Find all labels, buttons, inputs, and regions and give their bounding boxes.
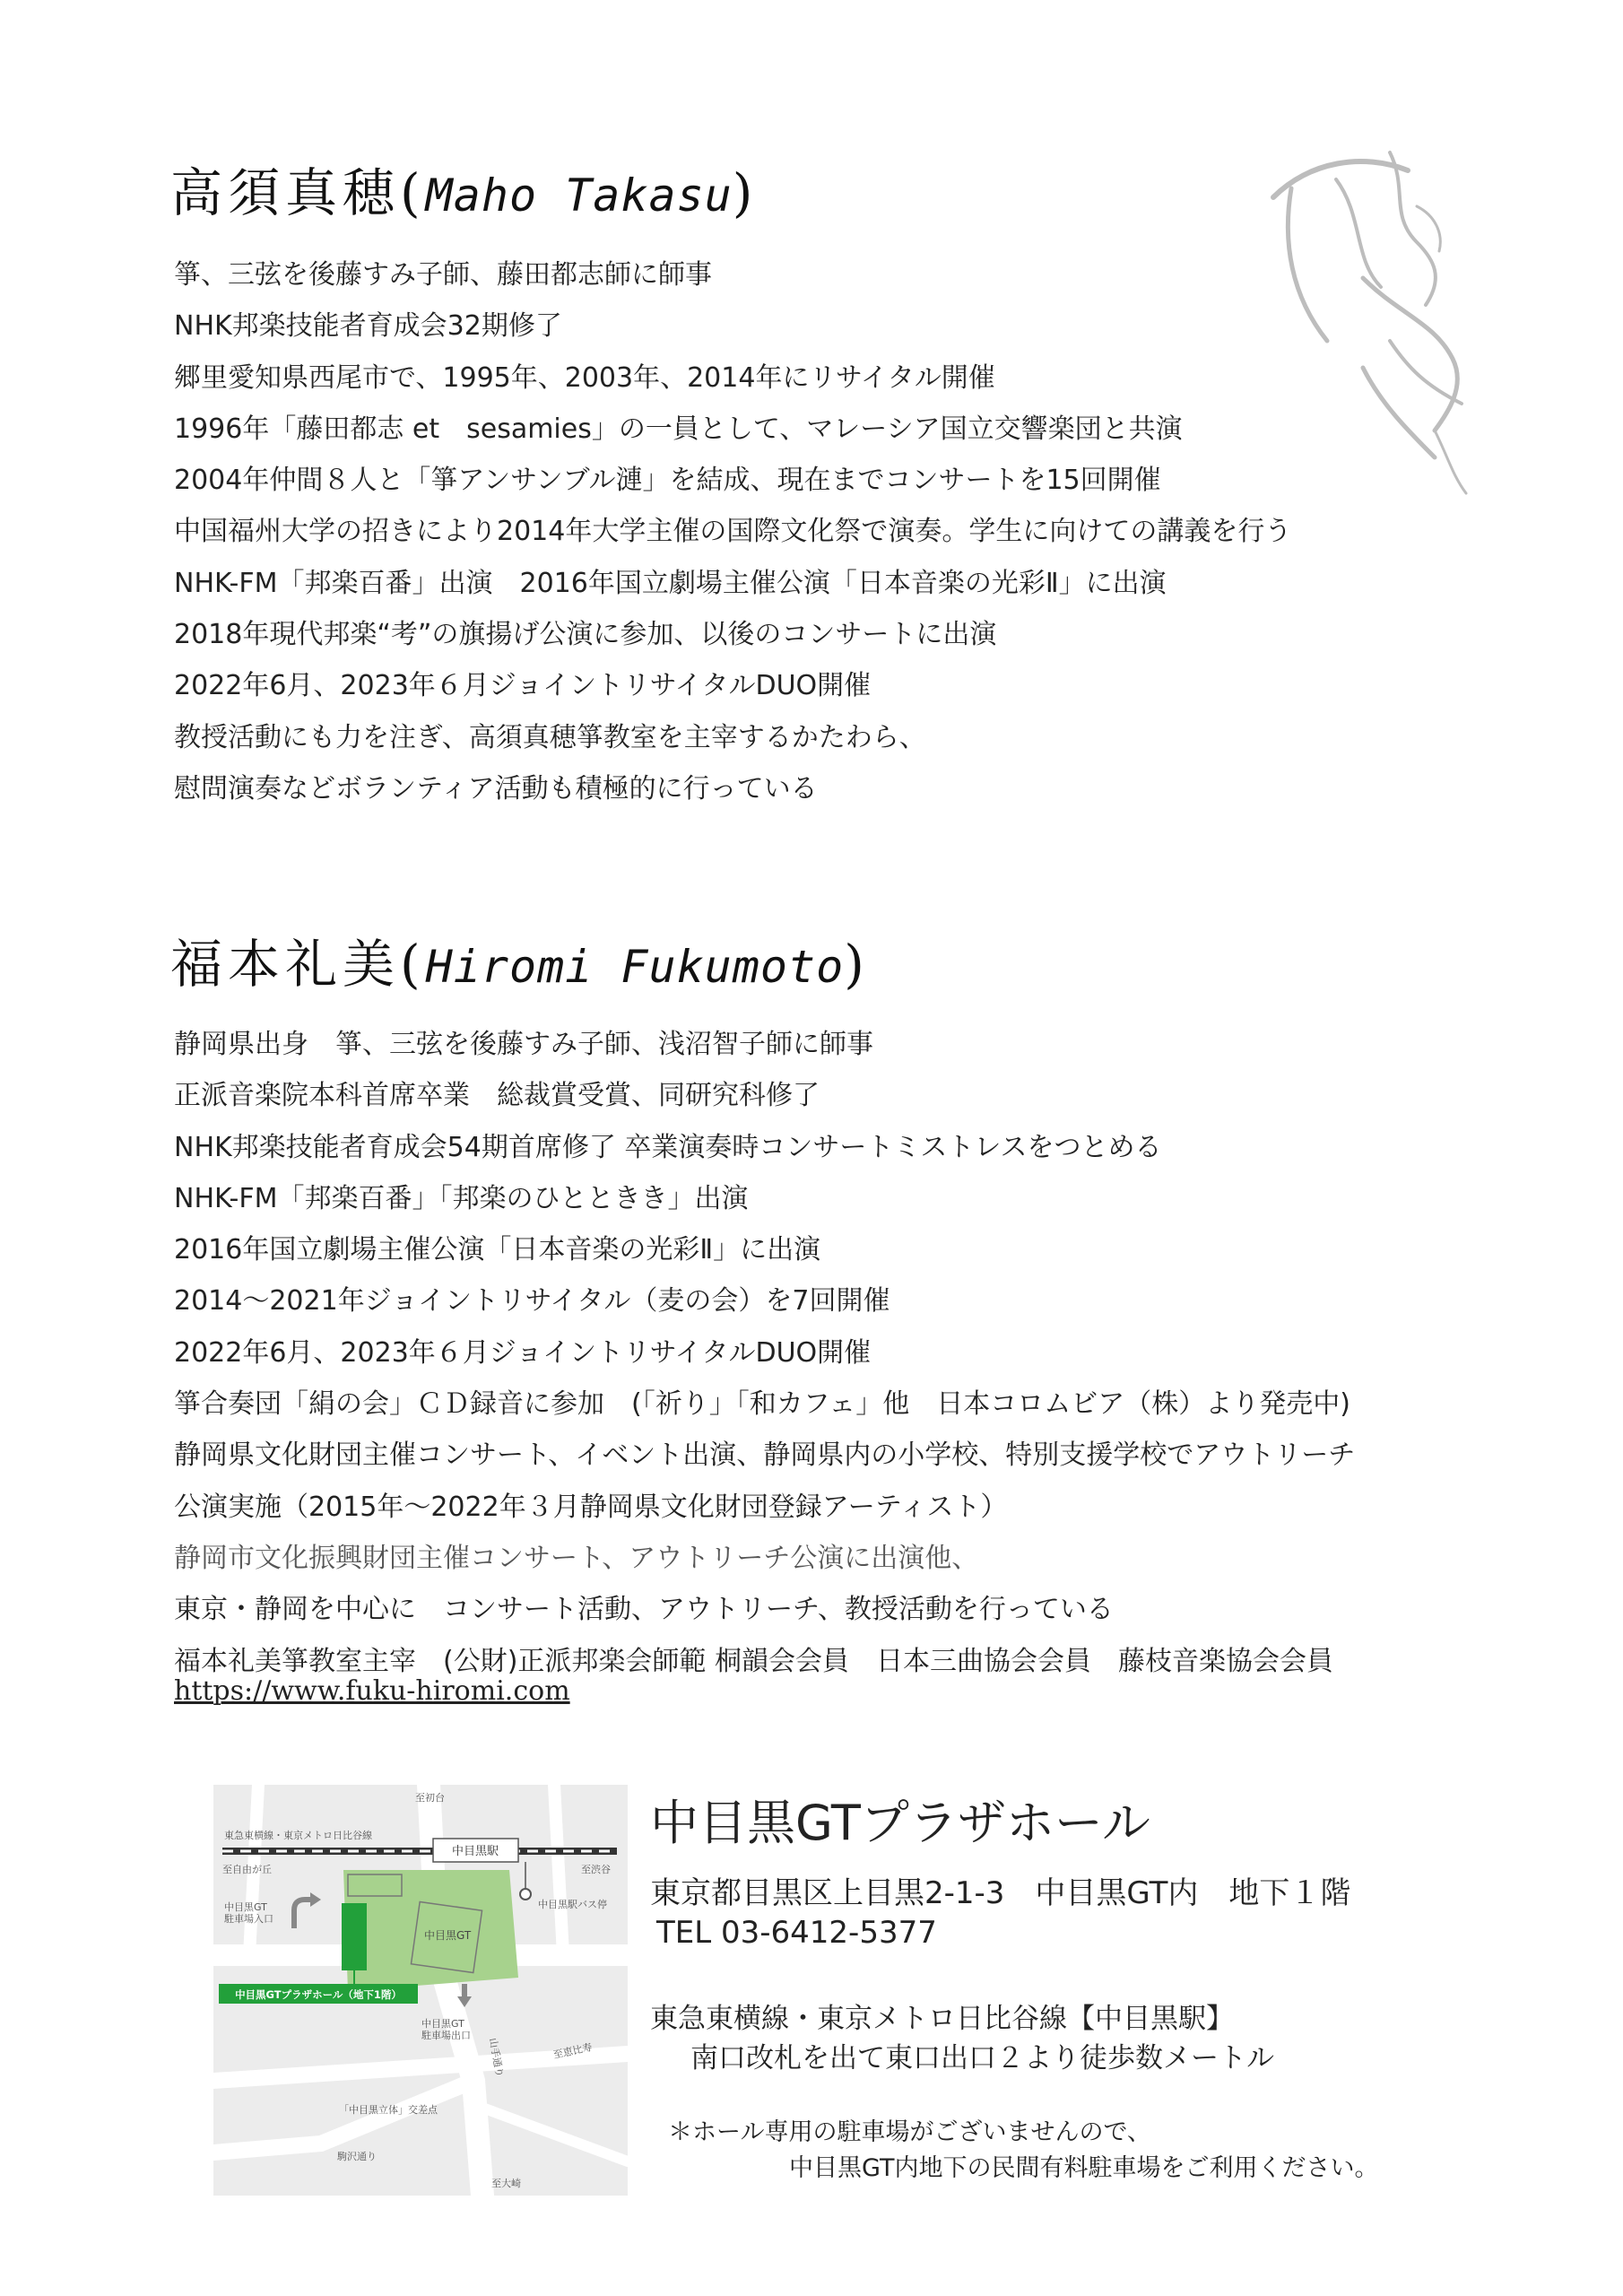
map-label-station: 中目黒駅 [451,1845,499,1858]
profile2-name-jp: 福本礼美 [170,934,401,995]
venue-address: 東京都目黒区上目黒2-1-3 中目黒GT内 地下１階 [650,1875,1351,1911]
bio-line: 1996年「藤田都志 et sesamies」の一員として、マレーシア国立交響楽団と共演 [174,413,1183,445]
railway-line [222,1848,617,1855]
map-label-to-hatsudai: 至初台 [415,1792,445,1804]
website-link[interactable]: https://www.fuku-hiromi.com [174,1675,570,1707]
venue-access-line: 東急東横線・東京メトロ日比谷線【中目黒駅】 [650,2003,1234,2035]
hall-building [342,1903,367,1970]
map-label-yamate: 山手通り [487,2037,506,2078]
bio-line: 2016年国立劇場主催公演「日本音楽の光彩Ⅱ」に出演 [174,1234,821,1266]
map-label-to-ebisu: 至恵比寿 [551,2041,594,2061]
profile1-paren-close: ) [732,162,759,223]
bio-line: 正派音楽院本科首席卒業 総裁賞受賞、同研究科修了 [174,1080,820,1112]
map-label-to-jiyugaoka: 至自由が丘 [222,1864,272,1875]
profile1-name-jp: 高須真穂 [170,162,401,223]
profile2-bio [174,1019,1355,1687]
bio-line: 慰問演奏などボランティア活動も積極的に行っている [174,772,818,804]
profile2-paren-open: ( [400,934,426,995]
profile1-paren-open: ( [400,162,426,223]
parking-note-1: ＊ホール専用の駐車場がございませんので、 [668,2118,1151,2146]
bio-line: 静岡市文化振興財団主催コンサート、アウトリーチ公演に出演他、 [174,1542,979,1574]
bio-line: NHK-FM「邦楽百番」「邦楽のひとときき」出演 [174,1182,749,1214]
map-label-komazawa: 駒沢通り [337,2151,377,2162]
profile1-bio [174,249,1291,814]
profile1-title [170,151,758,226]
profile1-name-en: Maho Takasu [425,170,733,222]
venue-name: 中目黒GTプラザホール [650,1795,1150,1851]
bio-line: 箏、三弦を後藤すみ子師、藤田都志師に師事 [174,259,712,291]
bio-line: NHK-FM「邦楽百番」出演 2016年国立劇場主催公演「日本音楽の光彩Ⅱ」に出演 [174,567,1167,599]
calligraphy-signature [1255,135,1488,511]
bio-line: 福本礼美箏教室主宰 (公財)正派邦楽会師範 桐韻会会員 日本三曲協会会員 藤枝音楽協会会員 [174,1645,1333,1677]
bio-line: 公演実施（2015年～2022年３月静岡県文化財団登録アーティスト） [174,1491,1008,1523]
bio-line: 2004年仲間８人と「箏アンサンブル漣」を結成、現在までコンサートを15回開催 [174,465,1161,497]
bio-line: 2022年6月、2023年６月ジョイントリサイタルDUO開催 [174,670,872,702]
parking-note-2: 中目黒GT内地下の民間有料駐車場をご利用ください。 [789,2154,1379,2182]
profile2-paren-close: ) [844,934,870,995]
map-label-crossing: 「中目黒立体」交差点 [339,2104,438,2116]
bio-line: 2018年現代邦楽“考”の旗揚げ公演に参加、以後のコンサートに出演 [174,619,997,651]
map-label-line: 東急東横線・東京メトロ日比谷線 [224,1830,372,1841]
bio-line: 中国福州大学の招きにより2014年大学主催の国際文化祭で演奏。学生に向けての講義を行う [174,516,1292,548]
bio-line: 2022年6月、2023年６月ジョイントリサイタルDUO開催 [174,1336,872,1369]
venue-access-exit: 南口改札を出て東口出口２より徒歩数メートル [690,2042,1274,2074]
bio-line: 静岡県出身 箏、三弦を後藤すみ子師、浅沼智子師に師事 [174,1029,873,1060]
map-label-gt: 中目黒GT [424,1929,472,1942]
venue-tel: TEL 03-6412-5377 [656,1915,937,1951]
map-label-to-osaki: 至大崎 [491,2178,521,2189]
bio-line: 2014～2021年ジョイントリサイタル（麦の会）を7回開催 [174,1285,890,1318]
bio-line: 東京・静岡を中心に コンサート活動、アウトリーチ、教授活動を行っている [174,1594,1114,1626]
profile2-title [170,922,870,997]
map-label-hall: 中目黒GTプラザホール（地下1階） [235,1988,402,2001]
bio-line: 教授活動にも力を注ぎ、高須真穂箏教室を主宰するかたわら、 [174,721,926,753]
bio-line: NHK邦楽技能者育成会32期修了 [174,310,562,343]
bus-stop-icon [520,1889,531,1900]
bio-line: 郷里愛知県西尾市で、1995年、2003年、2014年にリサイタル開催 [174,361,995,394]
bio-line: NHK邦楽技能者育成会54期首席修了 卒業演奏時コンサートミストレスをつとめる [174,1131,1162,1163]
map-label-to-shibuya: 至渋谷 [581,1864,611,1875]
map-label-parking-exit: 中目黒GT 駐車場出口 [421,2018,471,2041]
profile2-name-en: Hiromi Fukumoto [425,941,845,993]
access-map [213,1785,628,2196]
map-label-bus-stop: 中目黒駅バス停 [538,1899,607,1910]
bio-line: 箏合奏団「絹の会」ＣＤ録音に参加 (「祈り」「和カフェ」他 日本コロムビア（株）より発売中) [174,1388,1350,1421]
bio-line: 静岡県文化財団主催コンサート、イベント出演、静岡県内の小学校、特別支援学校でアウトリーチ [174,1439,1356,1472]
map-label-parking-entrance: 中目黒GT 駐車場入口 [224,1901,273,1925]
